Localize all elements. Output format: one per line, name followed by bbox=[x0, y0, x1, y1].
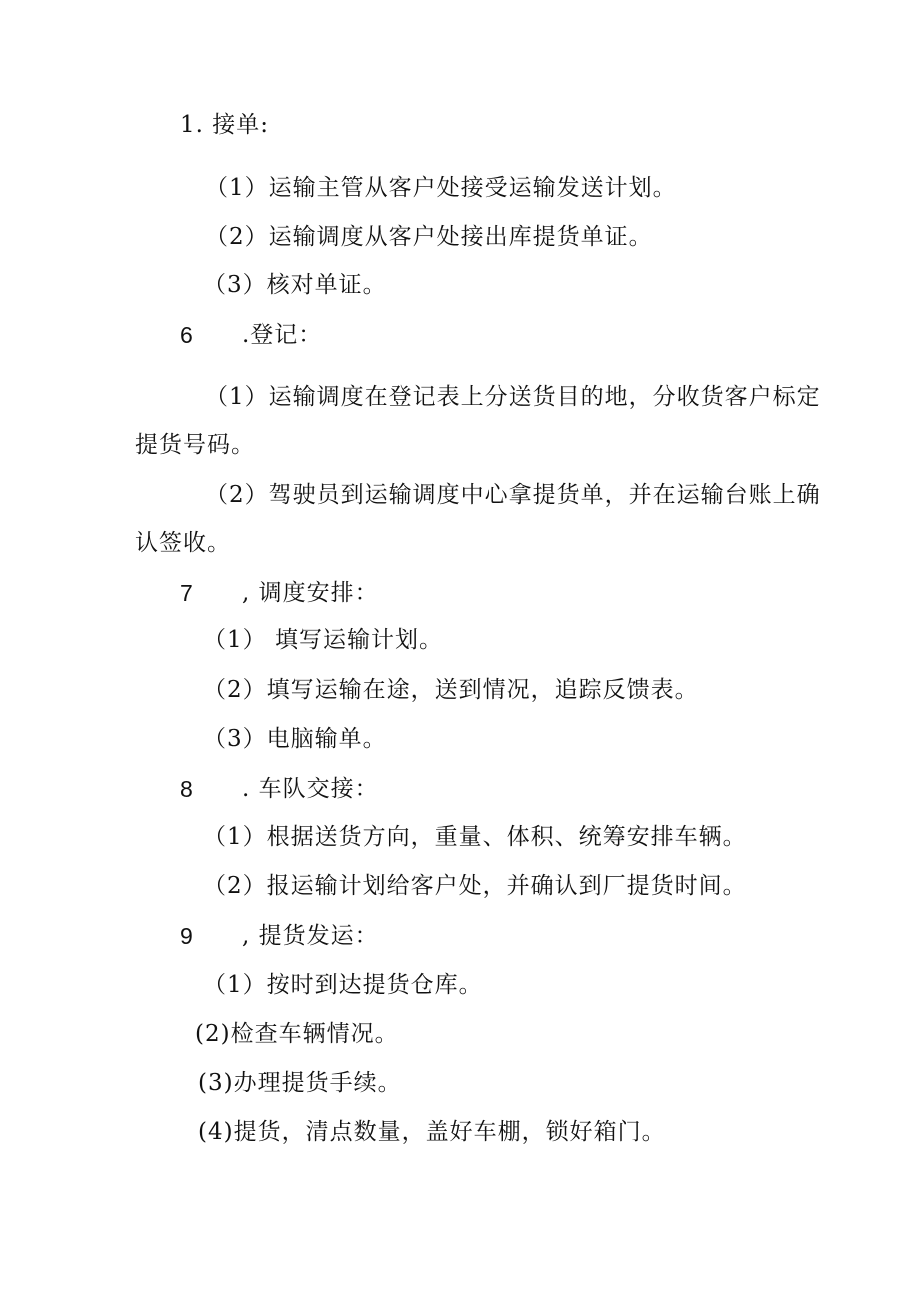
section-8-heading: . 车队交接： bbox=[242, 776, 379, 802]
section-7-heading: , 调度安排： bbox=[242, 580, 379, 606]
section-7-number: 7 bbox=[180, 580, 194, 606]
section-6-number: 6 bbox=[180, 322, 194, 348]
section-7-item-2: （2）填写运输在途，送到情况，追踪反馈表。 bbox=[203, 677, 699, 703]
section-8-number: 8 bbox=[180, 776, 194, 802]
section-9-item-4: (4)提货，清点数量，盖好车棚，锁好箱门。 bbox=[198, 1119, 666, 1145]
section-7-item-3: （3）电脑输单。 bbox=[203, 726, 387, 752]
section-6-item-2-cont: 认签收。 bbox=[135, 530, 231, 556]
section-6-heading: .登记： bbox=[242, 322, 323, 348]
section-6-item-1-cont: 提货号码。 bbox=[135, 432, 255, 458]
section-1-item-3: （3）核对单证。 bbox=[203, 272, 387, 298]
section-9-item-3: (3)办理提货手续。 bbox=[198, 1070, 402, 1096]
section-9-item-1: （1）按时到达提货仓库。 bbox=[203, 972, 483, 998]
section-9-item-2: (2)检查车辆情况。 bbox=[195, 1021, 399, 1047]
section-8-item-2: （2）报运输计划给客户处，并确认到厂提货时间。 bbox=[203, 873, 747, 899]
section-1-heading: 1. 接单: bbox=[180, 112, 270, 138]
section-9-number: 9 bbox=[180, 923, 194, 949]
section-1-item-1: （1）运输主管从客户处接受运输发送计划。 bbox=[205, 175, 677, 201]
section-8-item-1: （1）根据送货方向，重量、体积、统筹安排车辆。 bbox=[203, 824, 747, 850]
section-1-item-2: （2）运输调度从客户处接出库提货单证。 bbox=[205, 224, 653, 250]
section-7-item-1: （1） 填写运输计划。 bbox=[203, 627, 443, 653]
section-6-item-2: （2）驾驶员到运输调度中心拿提货单，并在运输台账上确 bbox=[205, 482, 821, 508]
section-9-heading: , 提货发运： bbox=[242, 923, 379, 949]
section-6-item-1: （1）运输调度在登记表上分送货目的地，分收货客户标定 bbox=[205, 384, 821, 410]
